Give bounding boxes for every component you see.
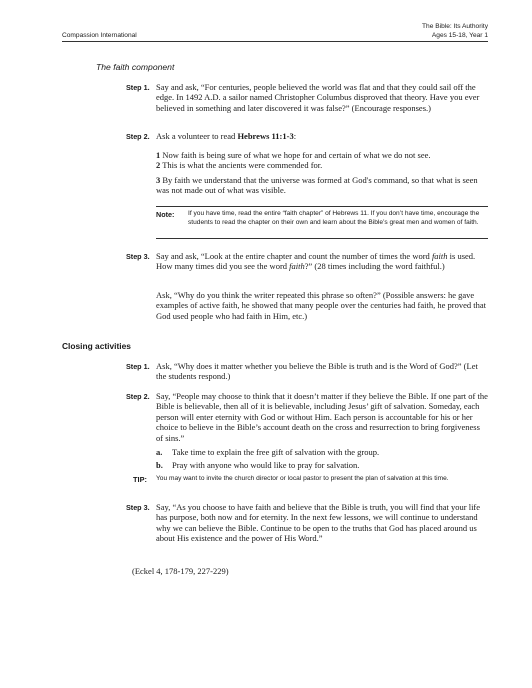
verse-number: 3 xyxy=(156,175,161,185)
faith-step-3-label: Step 3. xyxy=(126,252,150,261)
closing-step-3-label: Step 3. xyxy=(126,503,150,512)
closing-step-1-text: Ask, “Why does it matter whether you believe the Bible is truth and is the Word of God?” (Let the students respond.) xyxy=(156,361,478,382)
closing-step-2-text: Say, “People may choose to think that it doesn’t matter if they believe the Bible. If one part of the Bible is believable, then all of it is believable, including Jesus’ gift of salvation. Someday, each person will enter eternity with God or without Him. Each person is accountable for his or her choice to believe in the Bible’s account death on the cross and resurrection to bring forgiveness of sins.” xyxy=(156,391,488,443)
lesson-title: The Bible: Its Authority xyxy=(422,23,488,30)
closing-step-2-label: Step 2. xyxy=(126,392,150,401)
note-label: Note: xyxy=(156,210,175,219)
word-faith: faith xyxy=(289,261,305,272)
faith-step-1-text: Say and ask, “For centuries, people believed the world was flat and that they could sail off the edge. In 1492 A.D. a sailor named Christopher Columbus disproved that theory. Have you ever believed in something and later discovered it was false?” (Encourage responses.) xyxy=(156,82,480,113)
verse-2: 2 This is what the ancients were commended for. xyxy=(156,160,323,170)
tip-label: TIP: xyxy=(133,475,147,484)
organization-name: Compassion International xyxy=(62,32,137,39)
tip-text: You may want to invite the church director or local pastor to present the plan of salvation at this time. xyxy=(156,475,449,482)
closing-step-2-item-a: a. Take time to explain the free gift of salvation with the group. xyxy=(156,447,380,457)
lesson-info xyxy=(422,23,488,40)
verse-1: 1 Now faith is being sure of what we hope for and certain of what we do not see. xyxy=(156,150,431,160)
note-box xyxy=(156,206,488,239)
faith-component-heading: The faith component xyxy=(96,62,175,72)
page-header xyxy=(62,20,488,42)
verse-number: 2 xyxy=(156,160,161,170)
source-citation: (Eckel 4, 178-179, 227-229) xyxy=(132,566,229,576)
faith-step-2-intro: Ask a volunteer to read Hebrews 11:1-3: xyxy=(156,131,297,141)
faith-step-1-label: Step 1. xyxy=(126,83,150,92)
verse-3: 3 By faith we understand that the universe was formed at God's command, so that what is seen was not made out of what was visible. xyxy=(156,175,478,196)
closing-step-2-item-b: b. Pray with anyone who would like to pray for salvation. xyxy=(156,460,360,470)
note-text: If you have time, read the entire “faith chapter” of Hebrews 11. If you don’t have time, encourage the students to read the chapter on their own and learn about the Bible’s great men and women of faith. xyxy=(188,210,480,226)
closing-step-1-label: Step 1. xyxy=(126,362,150,371)
lesson-ages: Ages 15-18, Year 1 xyxy=(431,31,488,39)
faith-step-3-text: Say and ask, “Look at the entire chapter and count the number of times the word faith is used. How many times did you see the word faith?” (28 times including the word faithful.) xyxy=(156,251,476,272)
closing-activities-heading: Closing activities xyxy=(62,341,131,351)
faith-step-3-followup: Ask, “Why do you think the writer repeated this phrase so often?” (Possible answers: he gave examples of active faith, he showed that many people over the centuries had faith, he proved that God used people who had faith in Him, etc.) xyxy=(156,290,486,321)
closing-step-3-text: Say, “As you choose to have faith and believe that the Bible is truth, you will find that your life has purpose, both now and for eternity. In the next few lessons, we will continue to understand why we can believe the Bible. Continue to be open to the truths that God has placed around us about His existence and the power of His Word.” xyxy=(156,502,481,544)
scripture-reference: Hebrews 11:1-3 xyxy=(237,131,294,141)
faith-step-2-label: Step 2. xyxy=(126,132,150,141)
word-faith: faith xyxy=(431,251,448,261)
verse-number: 1 xyxy=(156,150,161,160)
